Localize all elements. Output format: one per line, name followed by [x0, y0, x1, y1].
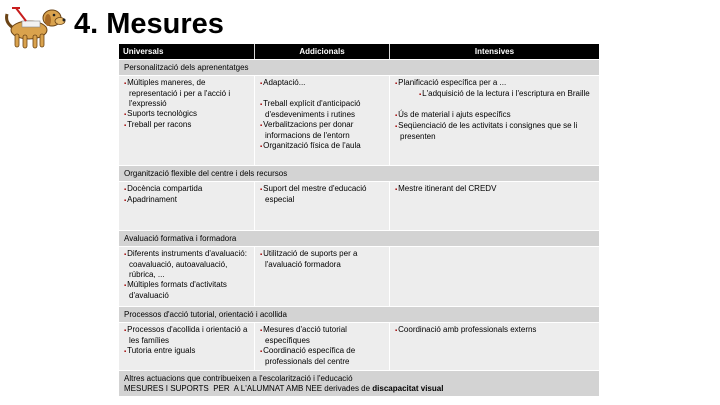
list-item: ▪ Múltiples formats d'activitats d'avaluació — [123, 280, 250, 301]
table-footer — [119, 370, 599, 396]
section-title: Personalització dels aprenentatges — [119, 59, 599, 75]
guide-dog-icon — [2, 4, 66, 50]
cell-addicionals — [254, 76, 389, 165]
table-header — [119, 44, 599, 59]
list-item: ▪ Múltiples maneres, de representació i per a l'acció i l'expressió — [123, 78, 250, 109]
list-item: ▪ Diferents instruments d'avaluació: coavaluació, autoavaluació, rúbrica, ... — [123, 249, 250, 280]
section-title: Organització flexible del centre i dels recursos — [119, 165, 599, 181]
list-item: ▪ Coordinació específica de professionals del centre — [259, 346, 385, 367]
list-item: ▪ Verbalitzacions per donar informacions de l'entorn — [259, 120, 385, 141]
list-item: ▪ Tutoria entre iguals — [123, 346, 250, 357]
section-row — [119, 322, 599, 370]
cell-intensives — [389, 182, 599, 230]
footer-line-2 — [124, 384, 599, 394]
list-item: ▪ Utilització de suports per a l'avaluació formadora — [259, 249, 385, 270]
list-item: ▪ Treball per racons — [123, 120, 250, 131]
footer-line-2-text: MESURES I SUPORTS PER A L'ALUMNAT AMB NEE derivades de — [124, 384, 373, 393]
list-item: ▪ Suports tecnològics — [123, 109, 250, 120]
list-item: ▪ Seqüenciació de les activitats i consignes que se li presenten — [394, 121, 595, 142]
cell-addicionals — [254, 182, 389, 230]
footer-line-1: Altres actuacions que contribueixen a l'escolarització i l'educació — [124, 374, 353, 383]
measures-table — [119, 44, 599, 396]
cell-universals — [119, 323, 254, 370]
list-item: ▪ Mestre itinerant del CREDV — [394, 184, 595, 195]
list-item: ▪ Organització física de l'aula — [259, 141, 385, 152]
section-row — [119, 246, 599, 306]
cell-addicionals — [254, 323, 389, 370]
list-item: ▪ Coordinació amb professionals externs — [394, 325, 595, 336]
list-item: ▪ Mesures d'acció tutorial específiques — [259, 325, 385, 346]
footer-line-2-bold: discapacitat visual — [372, 384, 444, 393]
list-item: ▪ Planificació específica per a ... — [394, 78, 595, 89]
cell-universals — [119, 76, 254, 165]
page-title: 4. Mesures — [74, 8, 224, 40]
cell-intensives — [389, 323, 599, 370]
list-item: ▪ Processos d'acollida i orientació a les famílies — [123, 325, 250, 346]
header-universals: Universals — [123, 47, 164, 56]
list-item: ▪ Apadrinament — [123, 195, 250, 206]
cell-intensives — [389, 76, 599, 165]
cell-intensives — [389, 247, 599, 306]
list-item: ▪ Docència compartida — [123, 184, 250, 195]
cell-addicionals — [254, 247, 389, 306]
list-item: ▪ Suport del mestre d'educació especial — [259, 184, 385, 205]
section-row — [119, 181, 599, 230]
list-item: ▪ Adaptació... — [259, 78, 385, 89]
section-title: Processos d'acció tutorial, orientació i acollida — [119, 306, 599, 322]
section-row — [119, 75, 599, 165]
header-intensives: Intensives — [389, 44, 599, 59]
list-item: ▪ L'adquisició de la lectura i l'escriptura en Braille — [394, 89, 595, 100]
cell-universals — [119, 247, 254, 306]
list-item: ▪ Ús de material i ajuts específics — [394, 110, 595, 121]
section-title: Avaluació formativa i formadora — [119, 230, 599, 246]
cell-universals — [119, 182, 254, 230]
list-item: ▪ Treball explícit d'anticipació d'esdeveniments i rutines — [259, 99, 385, 120]
header-addicionals: Addicionals — [254, 44, 389, 59]
